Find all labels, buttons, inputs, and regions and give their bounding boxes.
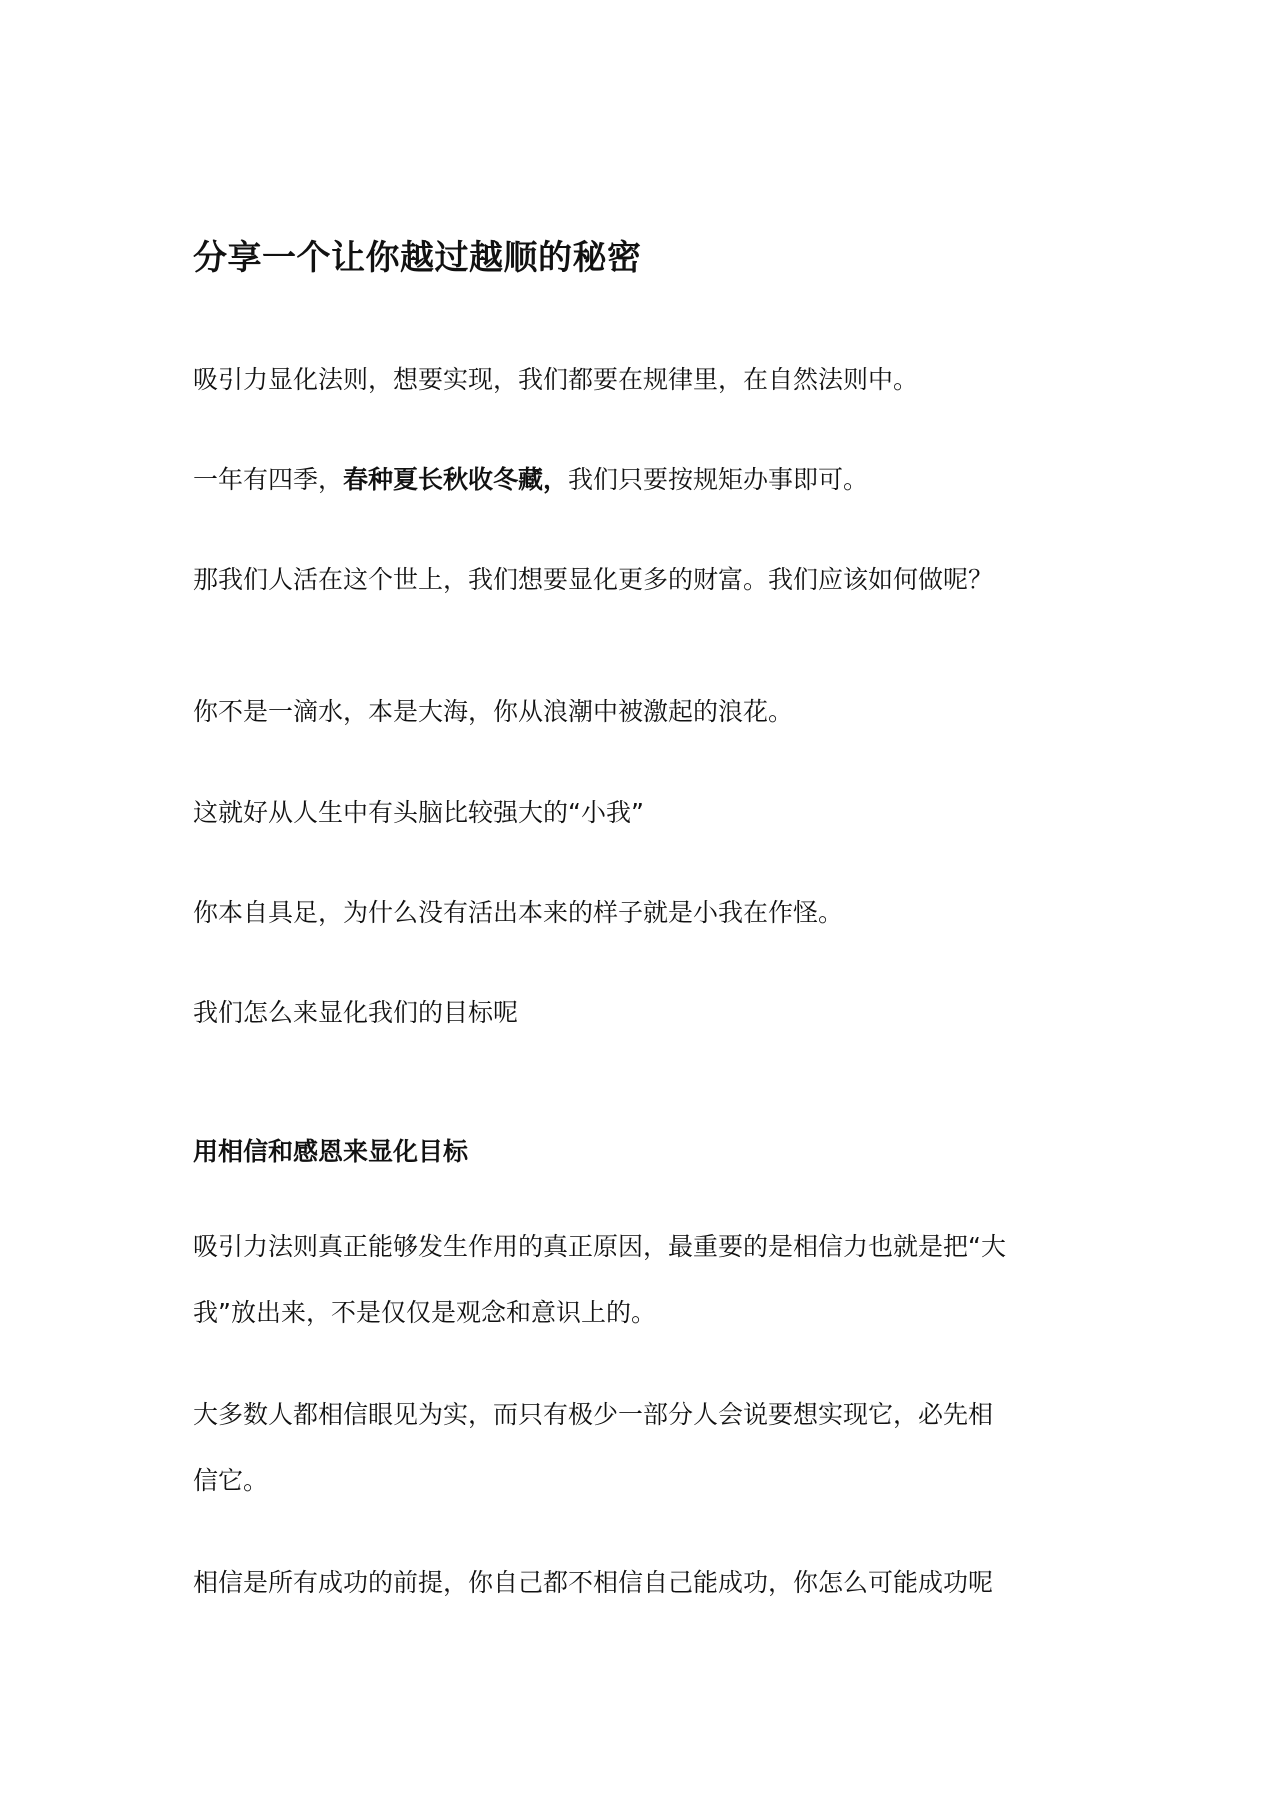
paragraph-belief-power-line-1: 吸引力法则真正能够发生作用的真正原因，最重要的是相信力也就是把“大	[193, 1232, 1006, 1261]
section-title: 用相信和感恩来显化目标	[193, 1137, 469, 1166]
paragraph-four-seasons	[193, 465, 1093, 495]
paragraph-wealth-question: 那我们人活在这个世上，我们想要显化更多的财富。我们应该如何做呢？	[193, 565, 994, 594]
seasons-text-before: 一年有四季，	[193, 465, 344, 494]
paragraph-seeing-believing-line-2: 信它。	[193, 1466, 269, 1495]
seasons-text-bold: 春种夏长秋收冬藏，	[343, 465, 569, 494]
paragraph-how-to-manifest: 我们怎么来显化我们的目标呢	[193, 998, 519, 1027]
paragraph-ocean: 你不是一滴水，本是大海，你从浪潮中被激起的浪花。	[193, 697, 794, 726]
seasons-text-after: 我们只要按规矩办事即可。	[568, 465, 869, 494]
paragraph-seeing-believing-line-1: 大多数人都相信眼见为实，而只有极少一部分人会说要想实现它，必先相	[193, 1400, 994, 1429]
article-title: 分享一个让你越过越顺的秘密	[193, 238, 642, 278]
paragraph-law-of-attraction: 吸引力显化法则，想要实现，我们都要在规律里，在自然法则中。	[193, 365, 919, 394]
paragraph-small-self: 这就好从人生中有头脑比较强大的“小我”	[193, 798, 644, 827]
paragraph-self-sufficient: 你本自具足，为什么没有活出本来的样子就是小我在作怪。	[193, 898, 844, 927]
paragraph-belief-power-line-2: 我”放出来，不是仅仅是观念和意识上的。	[193, 1298, 656, 1327]
paragraph-belief-premise: 相信是所有成功的前提，你自己都不相信自己能成功，你怎么可能成功呢	[193, 1568, 994, 1597]
